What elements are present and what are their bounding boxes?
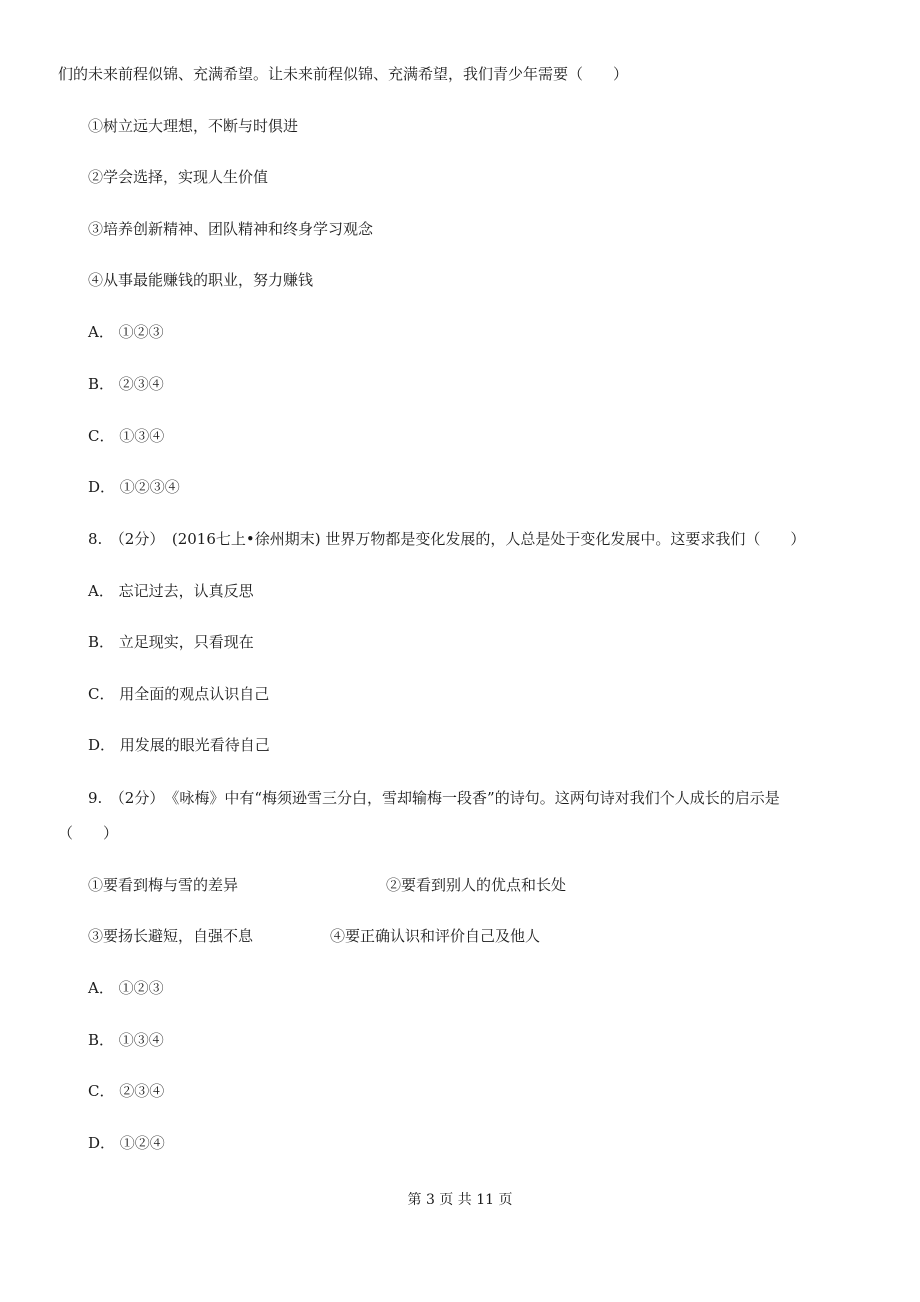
q7-option-a: A． ①②③ <box>88 323 164 341</box>
q7-option-b: B． ②③④ <box>88 375 164 393</box>
q9-statement-1: ①要看到梅与雪的差异 <box>88 876 239 894</box>
q8-option-d: D． 用发展的眼光看待自己 <box>88 736 270 754</box>
q9-option-a: A． ①②③ <box>88 979 164 997</box>
q9-statement-2: ②要看到别人的优点和长处 <box>386 876 567 894</box>
q9-statement-3: ③要扬长避短，自强不息 <box>88 927 254 945</box>
q7-statement-4: ④从事最能赚钱的职业，努力赚钱 <box>88 271 314 289</box>
q7-statement-2: ②学会选择，实现人生价值 <box>88 168 269 186</box>
q8-option-b: B． 立足现实，只看现在 <box>88 633 254 651</box>
q8-option-c: C． 用全面的观点认识自己 <box>88 685 270 703</box>
q9-option-b: B． ①③④ <box>88 1031 164 1049</box>
question-7-stem: 们的未来前程似锦、充满希望。让未来前程似锦、充满希望，我们青少年需要（ ） <box>58 65 629 83</box>
question-9-stem-cont: （ ） <box>58 824 119 842</box>
q9-statement-4: ④要正确认识和评价自己及他人 <box>330 927 541 945</box>
question-9-stem: 9. （2分） 《咏梅》中有“梅须逊雪三分白，雪却输梅一段香”的诗句。这两句诗对我们个人成长的启示是 <box>88 789 780 807</box>
q7-statement-1: ①树立远大理想，不断与时俱进 <box>88 117 299 135</box>
q7-option-c: C． ①③④ <box>88 427 165 445</box>
q7-option-d: D． ①②③④ <box>88 478 180 496</box>
q7-statement-3: ③培养创新精神、团队精神和终身学习观念 <box>88 220 374 238</box>
page-number-footer: 第 3 页 共 11 页 <box>407 1192 513 1208</box>
q9-option-c: C． ②③④ <box>88 1082 165 1100</box>
q8-option-a: A． 忘记过去，认真反思 <box>88 582 254 600</box>
question-8-stem: 8. （2分） (2016七上•徐州期末) 世界万物都是变化发展的，人总是处于变化发展中。这要求我们（ ） <box>88 530 806 548</box>
q9-option-d: D． ①②④ <box>88 1134 165 1152</box>
